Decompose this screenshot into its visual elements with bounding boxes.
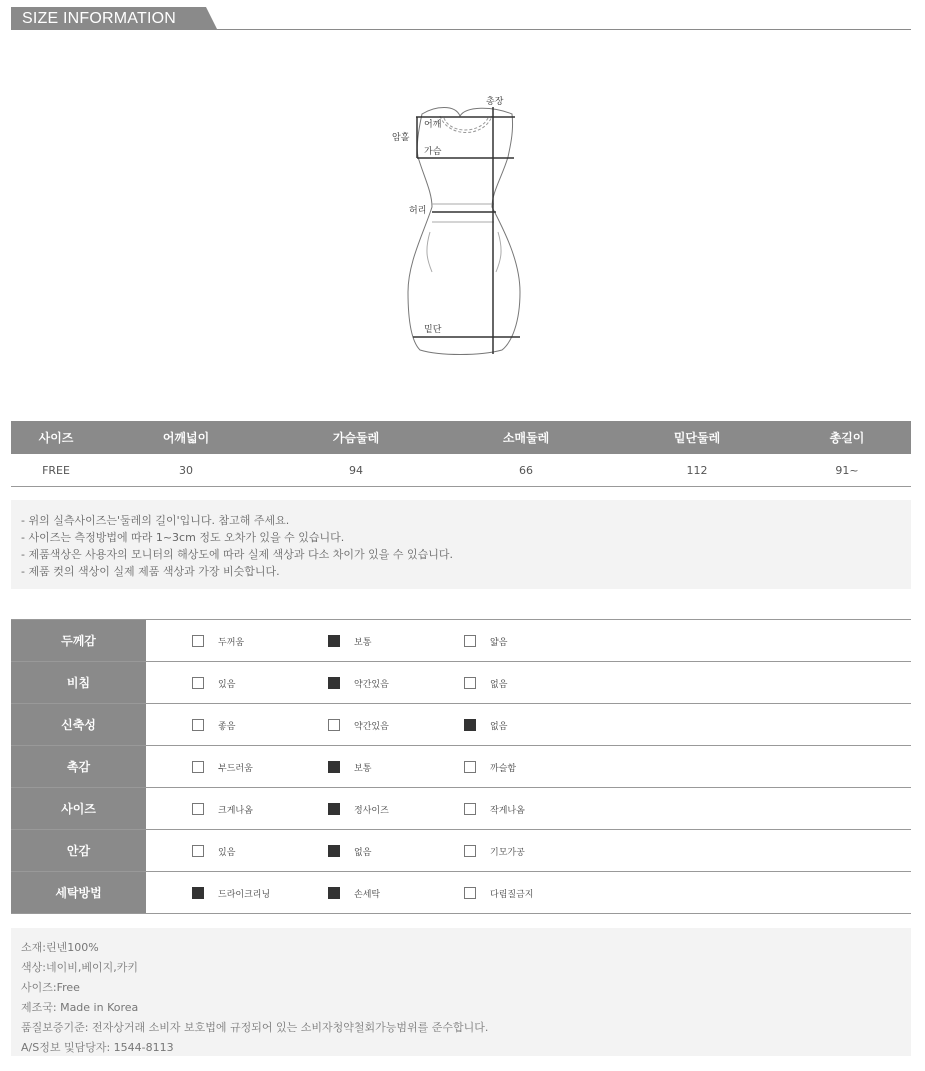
attribute-label: 세탁방법 (11, 872, 146, 913)
cell-sleeve: 66 (519, 463, 533, 477)
attribute-option[interactable] (328, 704, 389, 746)
attribute-option-label: 없음 (354, 847, 372, 858)
attribute-option[interactable] (192, 788, 253, 830)
attribute-option[interactable] (192, 746, 253, 788)
info-size: 사이즈:Free (21, 981, 80, 994)
attribute-option[interactable] (464, 662, 507, 704)
unchecked-checkbox[interactable] (464, 887, 476, 899)
header-hem: 밑단둘레 (673, 431, 721, 445)
attribute-option[interactable] (192, 662, 235, 704)
attribute-label: 비침 (11, 662, 146, 703)
header-size: 사이즈 (38, 431, 74, 445)
cell-size: FREE (42, 463, 70, 477)
unchecked-checkbox[interactable] (192, 719, 204, 731)
attribute-row (11, 704, 911, 746)
attribute-option[interactable] (192, 872, 270, 914)
header-chest: 가슴둘레 (332, 431, 380, 445)
label-hem: 밑단 (424, 325, 442, 335)
info-color: 색상:네이비,베이지,카키 (21, 961, 138, 974)
note-line: - 위의 실측사이즈는'둘레의 길이'입니다. 참고해 주세요. (21, 514, 290, 527)
checked-checkbox[interactable] (328, 677, 340, 689)
size-table-header (11, 421, 911, 454)
cell-shoulder-width: 30 (179, 463, 193, 477)
header-tab (11, 7, 206, 29)
unchecked-checkbox[interactable] (464, 761, 476, 773)
attribute-option[interactable] (464, 704, 507, 746)
header-sleeve: 소매둘레 (502, 431, 550, 445)
attribute-option[interactable] (192, 620, 244, 662)
attribute-option-label: 보통 (354, 637, 372, 648)
checked-checkbox[interactable] (328, 887, 340, 899)
note-line: - 제품색상은 사용자의 모니터의 해상도에 따라 실제 색상과 다소 차이가 있을 수 있습니다. (21, 548, 453, 561)
checked-checkbox[interactable] (328, 635, 340, 647)
attribute-option-label: 드라이크리닝 (218, 889, 271, 900)
checked-checkbox[interactable] (328, 803, 340, 815)
attribute-option[interactable] (192, 830, 235, 872)
header-total-length: 총길이 (829, 431, 865, 445)
unchecked-checkbox[interactable] (328, 719, 340, 731)
dress-diagram (380, 92, 540, 362)
label-waist: 허리 (409, 206, 427, 216)
attribute-option-label: 없음 (490, 721, 508, 732)
attribute-option-label: 얇음 (490, 637, 508, 648)
attribute-table (11, 619, 911, 914)
unchecked-checkbox[interactable] (192, 677, 204, 689)
unchecked-checkbox[interactable] (192, 761, 204, 773)
attribute-label: 신축성 (11, 704, 146, 745)
label-total-length: 총장 (486, 97, 504, 107)
unchecked-checkbox[interactable] (464, 803, 476, 815)
attribute-option[interactable] (464, 788, 525, 830)
notes-box (11, 500, 911, 589)
header-shoulder-width: 어깨넓이 (162, 431, 210, 445)
unchecked-checkbox[interactable] (464, 677, 476, 689)
info-warranty: 품질보증기준: 전자상거래 소비자 보호법에 규정되어 있는 소비자청약철회가능범위를 준수합니다. (21, 1021, 489, 1034)
attribute-option[interactable] (328, 872, 380, 914)
dress-measurement-illustration (380, 92, 540, 362)
attribute-label: 촉감 (11, 746, 146, 787)
label-chest: 가슴 (424, 147, 442, 157)
attribute-option[interactable] (328, 746, 371, 788)
attribute-option[interactable] (328, 620, 371, 662)
attribute-option-label: 기모가공 (490, 847, 525, 858)
attribute-option[interactable] (464, 830, 525, 872)
attribute-options (146, 746, 911, 787)
attribute-label: 사이즈 (11, 788, 146, 829)
size-table (11, 421, 911, 487)
attribute-option-label: 좋음 (218, 721, 236, 732)
attribute-options (146, 872, 911, 913)
attribute-option-label: 약간있음 (354, 679, 389, 690)
attribute-label: 두께감 (11, 620, 146, 661)
attribute-option[interactable] (328, 830, 371, 872)
attribute-option-label: 크게나옴 (218, 805, 253, 816)
attribute-option[interactable] (328, 788, 389, 830)
attribute-option-label: 없음 (490, 679, 508, 690)
attribute-options (146, 788, 911, 829)
info-origin: 제조국: Made in Korea (21, 1001, 139, 1014)
cell-chest: 94 (349, 463, 363, 477)
attribute-option-label: 부드러움 (218, 763, 253, 774)
attribute-row (11, 788, 911, 830)
attribute-option[interactable] (192, 704, 235, 746)
checked-checkbox[interactable] (328, 845, 340, 857)
attribute-option-label: 두꺼움 (218, 637, 245, 648)
unchecked-checkbox[interactable] (192, 803, 204, 815)
unchecked-checkbox[interactable] (464, 845, 476, 857)
attribute-option[interactable] (464, 872, 533, 914)
attribute-option[interactable] (328, 662, 389, 704)
attribute-row (11, 830, 911, 872)
note-line: - 사이즈는 측정방법에 따라 1~3cm 정도 오차가 있을 수 있습니다. (21, 531, 345, 544)
label-armhole: 암홀 (392, 133, 410, 143)
attribute-option-label: 있음 (218, 847, 236, 858)
unchecked-checkbox[interactable] (192, 845, 204, 857)
attribute-option-label: 있음 (218, 679, 236, 690)
attribute-options (146, 830, 911, 871)
attribute-option-label: 다림질금지 (490, 889, 534, 900)
attribute-options (146, 704, 911, 745)
page-title: SIZE INFORMATION (22, 10, 177, 27)
label-shoulder: 어깨 (424, 120, 442, 130)
attribute-option-label: 작게나옴 (490, 805, 525, 816)
checked-checkbox[interactable] (192, 887, 204, 899)
attribute-option-label: 보통 (354, 763, 372, 774)
checked-checkbox[interactable] (328, 761, 340, 773)
section-header (11, 7, 911, 30)
table-row (11, 454, 911, 487)
unchecked-checkbox[interactable] (192, 635, 204, 647)
cell-total-length: 91~ (835, 463, 859, 477)
attribute-option-label: 까슬함 (490, 763, 517, 774)
attribute-option-label: 약간있음 (354, 721, 389, 732)
attribute-options (146, 620, 911, 661)
info-as-contact: A/S정보 및담당자: 1544-8113 (21, 1041, 174, 1054)
attribute-row (11, 662, 911, 704)
attribute-row (11, 620, 911, 662)
attribute-options (146, 662, 911, 703)
attribute-row (11, 872, 911, 914)
info-material: 소재:린넨100% (21, 941, 99, 954)
note-line: - 제품 컷의 색상이 실제 제품 색상과 가장 비슷합니다. (21, 565, 280, 578)
attribute-option[interactable] (464, 746, 516, 788)
attribute-option-label: 정사이즈 (354, 805, 389, 816)
attribute-option-label: 손세탁 (354, 889, 381, 900)
attribute-row (11, 746, 911, 788)
cell-hem: 112 (686, 463, 708, 477)
product-info-box (11, 928, 911, 1056)
checked-checkbox[interactable] (464, 719, 476, 731)
attribute-label: 안감 (11, 830, 146, 871)
attribute-option[interactable] (464, 620, 507, 662)
unchecked-checkbox[interactable] (464, 635, 476, 647)
